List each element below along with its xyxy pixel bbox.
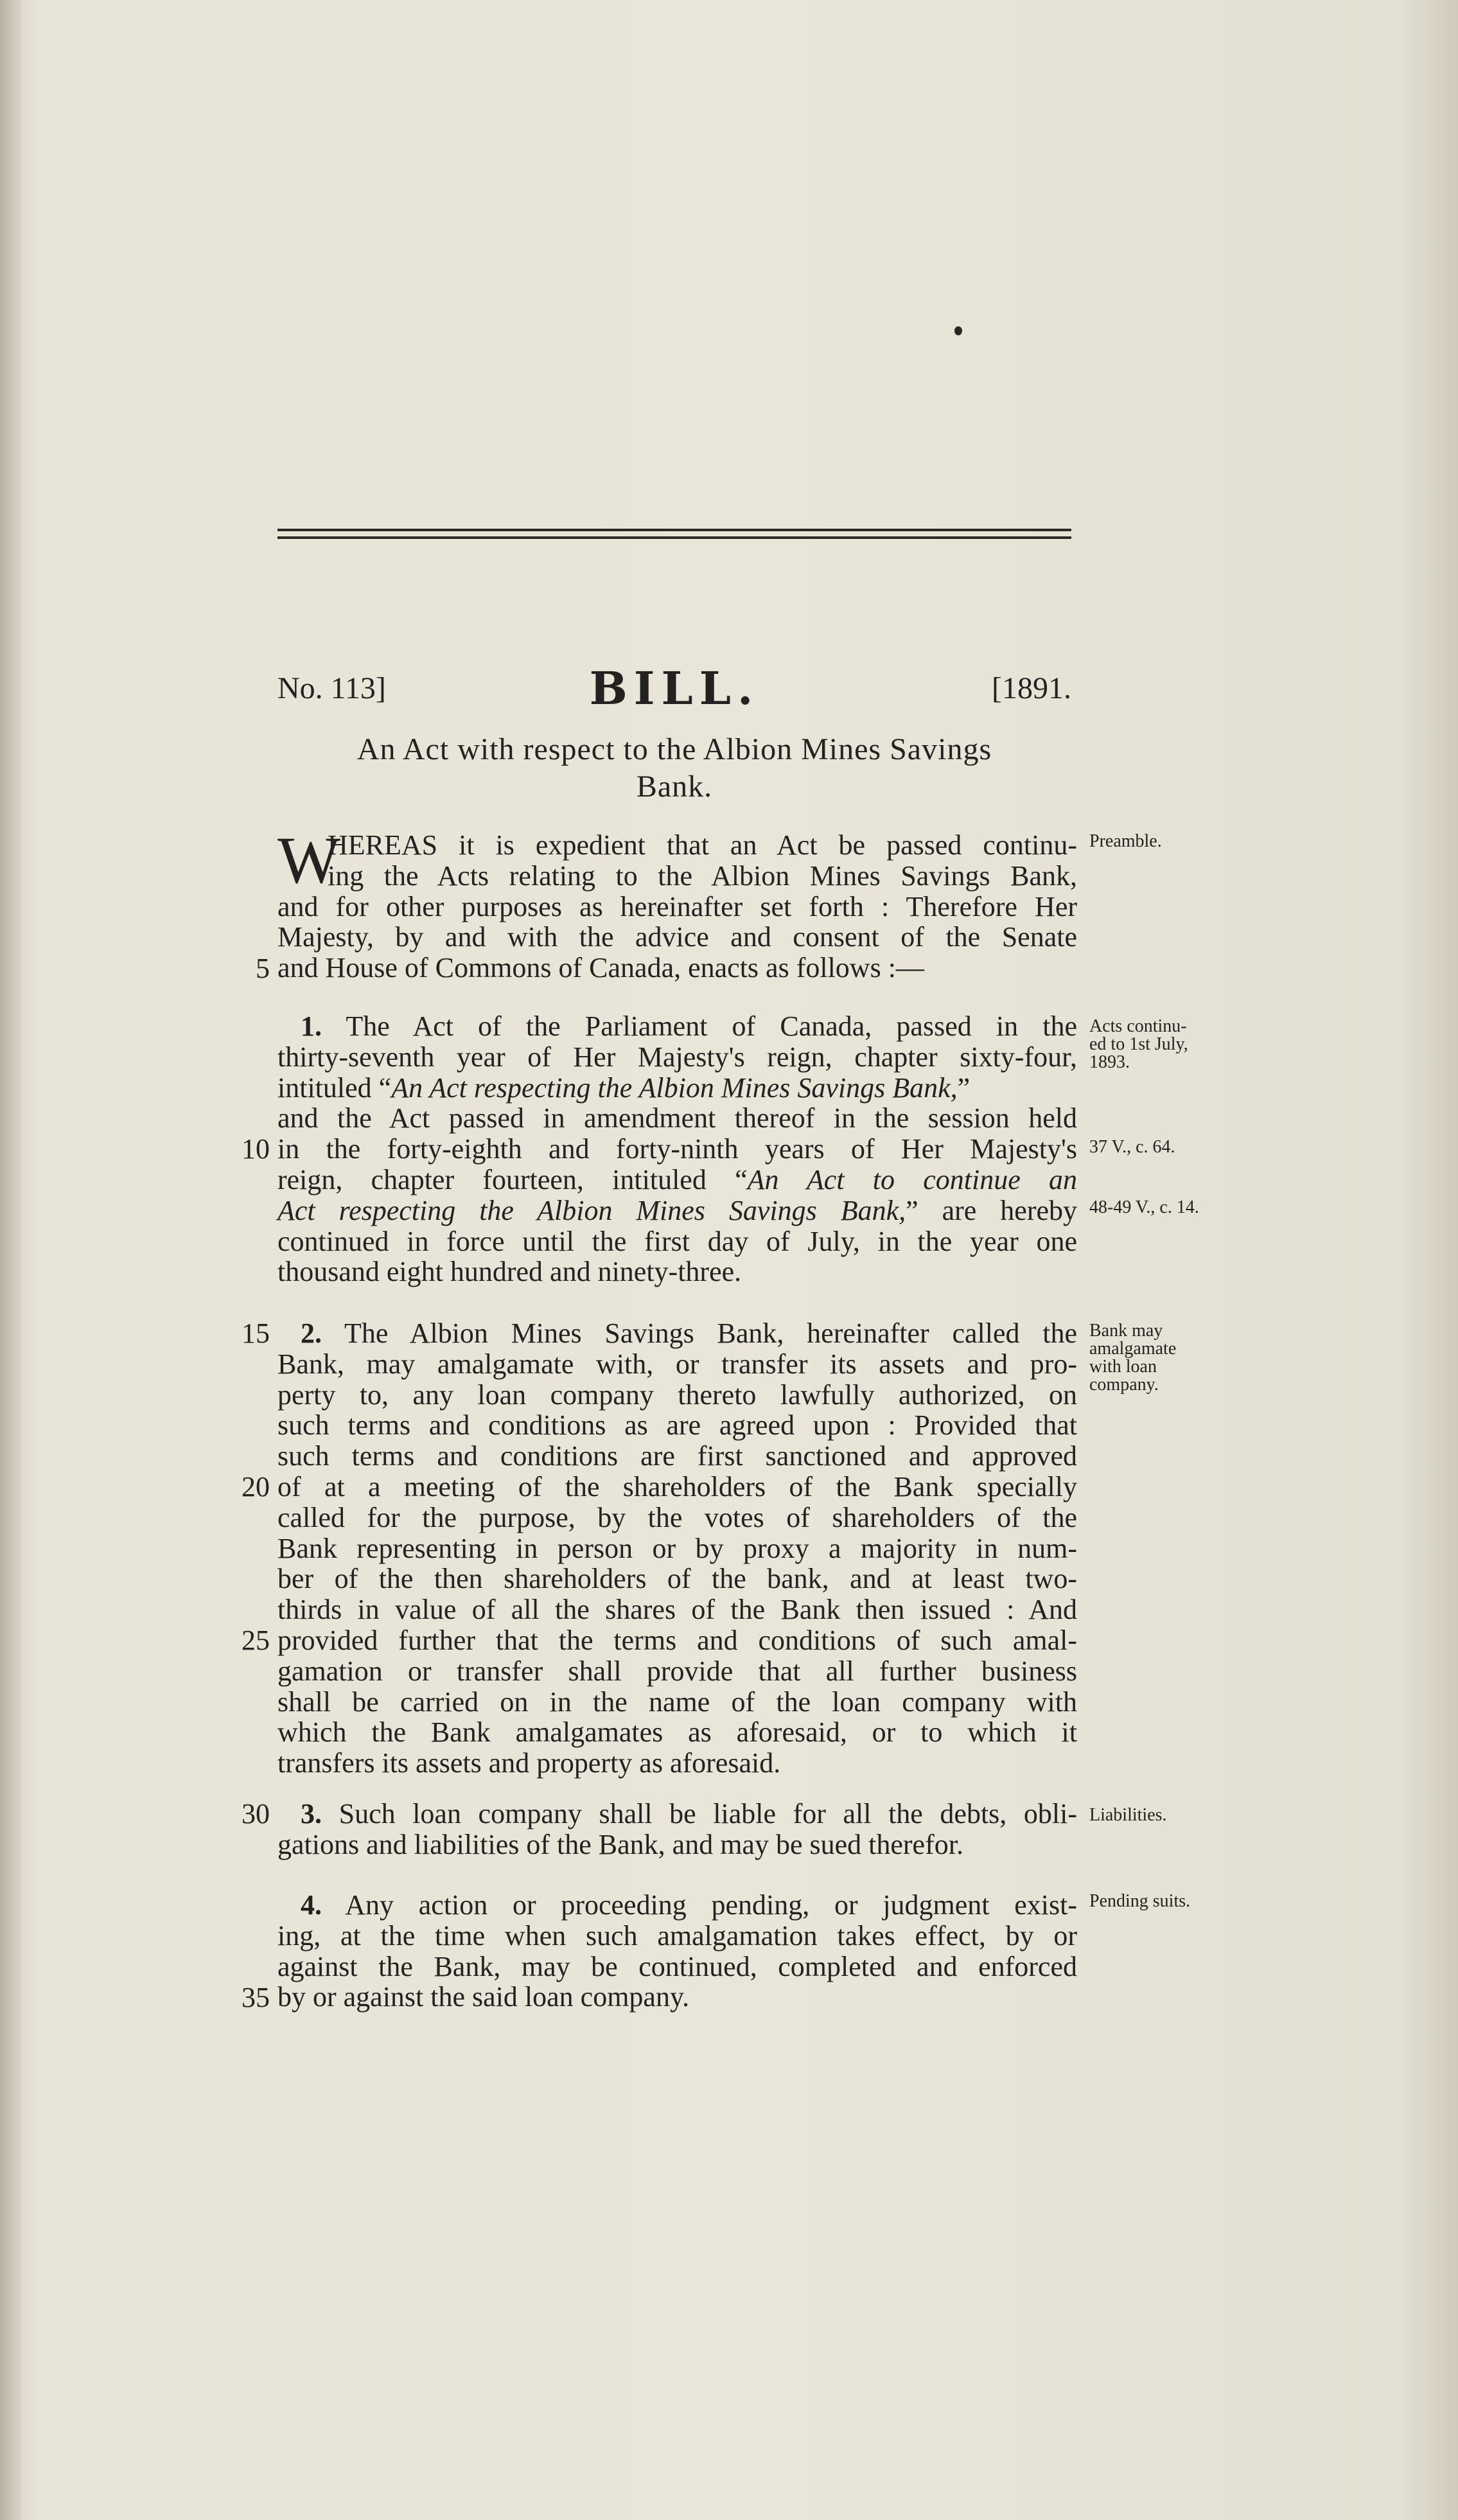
ink-speck bbox=[954, 326, 962, 335]
section-2-paragraph bbox=[277, 1318, 1077, 1779]
section-4-paragraph bbox=[277, 1890, 1077, 2013]
line-number-25: 25 bbox=[242, 1625, 270, 1656]
margin-note-37v: 37 V., c. 64. bbox=[1089, 1137, 1175, 1157]
section-1-line-6: reign, chapter fourteen, intituled “An Act to continue an bbox=[277, 1163, 1077, 1195]
section-1-line-3: intituled “An Act respecting the Albion Mines Savings Bank,” bbox=[277, 1071, 971, 1104]
preamble-paragraph bbox=[277, 824, 1077, 984]
act-title-line-1: An Act with respect to the Albion Mines Savings bbox=[356, 732, 992, 766]
bill-year: [1891. bbox=[992, 671, 1071, 705]
section-1-number: 1. bbox=[301, 1010, 322, 1042]
section-1-line-4: and the Act passed in amendment thereof in the session held bbox=[277, 1102, 1077, 1134]
section-2-number: 2. bbox=[301, 1317, 322, 1349]
preamble-line-4: Majesty, by and with the advice and consent of the Senate bbox=[277, 921, 1077, 953]
margin-note-48-49v: 48-49 V., c. 14. bbox=[1089, 1197, 1199, 1217]
section-2-line-3: perty to, any loan company thereto lawfully authorized, on bbox=[277, 1379, 1077, 1411]
act-title-line-2: Bank. bbox=[636, 770, 713, 804]
double-rule-bottom bbox=[277, 536, 1071, 539]
section-2-line-15: transfers its assets and property as aforesaid. bbox=[277, 1747, 781, 1779]
preamble-line-1: HEREAS it is expedient that an Act be passed continu- bbox=[328, 829, 1077, 861]
section-2-line-7: called for the purpose, by the votes of shareholders of the bbox=[277, 1501, 1077, 1533]
bill-title: BILL. bbox=[589, 662, 760, 715]
section-2-line-6: of at a meeting of the shareholders of the Bank specially bbox=[277, 1470, 1077, 1502]
section-1-paragraph bbox=[277, 1011, 1077, 1287]
cited-act-title-1: An Act respecting the Albion Mines Savings Bank, bbox=[391, 1071, 958, 1104]
section-2-line-12: gamation or transfer shall provide that all further business bbox=[277, 1655, 1077, 1687]
section-4-line-2: ing, at the time when such amalgamation takes effect, by or bbox=[277, 1919, 1077, 1952]
section-1-line-1: 1. The Act of the Parliament of Canada, passed in the bbox=[301, 1010, 1077, 1042]
section-3-line-2: gations and liabilities of the Bank, and may be sued therefor. bbox=[277, 1828, 963, 1860]
section-2-line-5: such terms and conditions are first sanctioned and approved bbox=[277, 1440, 1077, 1472]
act-title bbox=[277, 731, 1071, 806]
section-1-line-7: Act respecting the Albion Mines Savings Bank,” are hereby bbox=[277, 1194, 1078, 1226]
section-2-line-13: shall be carried on in the name of the loan company with bbox=[277, 1686, 1077, 1718]
cited-act-title-2b: Act respecting the Albion Mines Savings Bank, bbox=[277, 1194, 906, 1226]
section-4-line-1: 4. Any action or proceeding pending, or judgment exist- bbox=[301, 1889, 1077, 1921]
section-4-line-4: by or against the said loan company. bbox=[277, 1981, 690, 2013]
section-3-number: 3. bbox=[301, 1798, 322, 1829]
cited-act-title-2a: An Act to continue an bbox=[747, 1163, 1077, 1195]
line-number-20: 20 bbox=[242, 1471, 270, 1502]
line-number-10: 10 bbox=[242, 1133, 270, 1165]
section-2-line-9: ber of the then shareholders of the bank, and at least two- bbox=[277, 1563, 1077, 1595]
section-2-line-11: provided further that the terms and conditions of such amal- bbox=[277, 1624, 1077, 1656]
section-2-line-10: thirds in value of all the shares of the Bank then issued : And bbox=[277, 1594, 1077, 1626]
section-2-line-8: Bank representing in person or by proxy a majority in num- bbox=[277, 1532, 1077, 1564]
section-1-line-5: in the forty-eighth and forty-ninth years of Her Majesty's bbox=[277, 1133, 1077, 1165]
bill-header bbox=[277, 662, 1071, 719]
preamble-dropcap: W bbox=[277, 824, 341, 897]
line-number-15: 15 bbox=[242, 1317, 270, 1349]
section-1-line-9: thousand eight hundred and ninety-three. bbox=[277, 1256, 742, 1288]
section-4-number: 4. bbox=[301, 1889, 322, 1921]
double-rule-top bbox=[277, 529, 1071, 531]
preamble-line-2: ing the Acts relating to the Albion Mines Savings Bank, bbox=[328, 859, 1077, 892]
line-number-35: 35 bbox=[242, 1982, 270, 2013]
section-4-line-3: against the Bank, may be continued, completed and enforced bbox=[277, 1950, 1077, 1982]
section-3-line-1: 3. Such loan company shall be liable for all the debts, obli- bbox=[301, 1798, 1078, 1829]
line-number-5: 5 bbox=[256, 953, 270, 984]
margin-note-amalgamate: Bank may amalgamate with loan company. bbox=[1089, 1321, 1177, 1395]
bill-number: No. 113] bbox=[277, 671, 386, 705]
margin-note-pending-suits: Pending suits. bbox=[1089, 1891, 1191, 1911]
section-2-line-4: such terms and conditions as are agreed upon : Provided that bbox=[277, 1409, 1077, 1441]
preamble-line-3: and for other purposes as hereinafter set forth : Therefore Her bbox=[277, 890, 1077, 922]
section-3-paragraph bbox=[277, 1799, 1077, 1860]
section-1-line-2: thirty-seventh year of Her Majesty's reign, chapter sixty-four, bbox=[277, 1041, 1077, 1073]
margin-note-acts-continued: Acts continu- ed to 1st July, 1893. bbox=[1089, 1016, 1188, 1072]
line-number-30: 30 bbox=[242, 1798, 270, 1829]
margin-note-liabilities: Liabilities. bbox=[1089, 1805, 1167, 1825]
section-2-line-2: Bank, may amalgamate with, or transfer its assets and pro- bbox=[277, 1348, 1077, 1380]
section-2-line-14: which the Bank amalgamates as aforesaid, or to which it bbox=[277, 1716, 1077, 1749]
page-spine-shadow bbox=[0, 0, 22, 2520]
margin-note-preamble: Preamble. bbox=[1089, 831, 1162, 851]
preamble-line-5: and House of Commons of Canada, enacts as follows :— bbox=[277, 952, 924, 984]
section-1-line-8: continued in force until the first day of July, in the year one bbox=[277, 1225, 1077, 1257]
section-2-line-1: 2. The Albion Mines Savings Bank, hereinafter called the bbox=[301, 1317, 1077, 1349]
